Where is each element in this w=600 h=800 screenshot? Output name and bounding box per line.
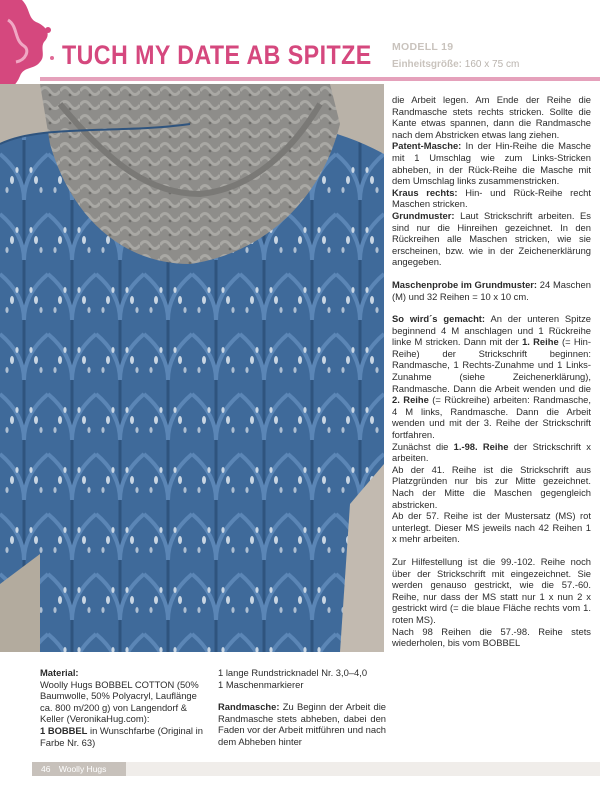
term-reihe-1-98: 1.-98. Reihe [453,440,509,452]
page-title: TUCH MY DATE AB SPITZE [62,40,372,70]
paragraph-patent [392,140,591,186]
text-zunaechst-b: der Strickschrift x arbeiten. [392,440,591,464]
material-text: Woolly Hugs BOBBEL COTTON (50% Baumwolle, 50% Polyacryl, Lauflänge ca. 800 m/200 g) von Langendorf & Keller (VeronikaHug.com): [40,678,199,725]
term-grundmuster: Grundmuster: [392,209,455,221]
paragraph-zunaechst [392,441,591,464]
model-number: MODELL 19 [392,41,454,53]
paragraph-ab-57: Ab der 57. Reihe ist der Mustersatz (MS) rot unterlegt. Dieser MS jeweils nach 42 Reihen 1 x mehr arbeiten. [392,510,591,545]
text-zunaechst-a: Zunächst die [392,440,454,452]
paragraph-so-wirds-gemacht [392,313,591,441]
paragraph-nach-98: Nach 98 Reihen die 57.-98. Reihe stets wiederholen, bis vom BOBBEL [392,625,591,649]
paragraph-maschenprobe [392,279,591,302]
footer-page-label [32,762,126,776]
text-grundmuster: Laut Strickschrift arbeiten. Es sind nur die Hinreihen gezeichnet. In den Rückreihen alle Maschen stricken, wie sie erscheinen, bzw. wie in der Zeichenerklärung angegeben. [392,209,591,268]
text-kraus: Hin- und Rück-Reihe recht Maschen stricken. [392,186,591,210]
term-bobbel: 1 BOBBEL [40,724,88,736]
instructions-column [392,94,591,649]
photo-illustration [0,84,384,652]
text-so-wirds-1: An der unteren Spitze beginnend 4 M anschlagen und 1 Rückreihe linke M stricken. Dann mit der [392,313,591,348]
paragraph-kraus [392,187,591,210]
material-bobbel [40,725,206,748]
size-line [392,59,592,70]
paragraph-ab-41: Ab der 41. Reihe ist die Strickschrift aus Platzgründen nur bis zur Mitte gezeichnet. Nach der Mitte die Maschen gegengleich abstricken. [392,463,591,510]
term-reihe-1: 1. Reihe [522,336,559,348]
text-so-wirds-2: (= Hin-Reihe) der Strickschrift beginnen: Randmasche, 1 Rechts-Zunahme und 1 Links-Zunahme (siehe Zeichenerklärung), Randmasche. Dann die Arbeit wenden und die [392,336,592,394]
spacer [218,690,386,701]
text-patent: In der Hin-Reihe die Masche mit 1 Umschlag wie zum Links-Stricken abheben, in der Rück-Reihe die Masche mit dem Umschlag links zusammenstricken. [392,140,591,187]
tool-needle: 1 lange Rundstricknadel Nr. 3,0–4,0 [218,667,368,678]
tool-marker: 1 Maschenmarkierer [218,678,304,690]
model-info [392,41,592,70]
size-label: Einheitsgröße: [392,59,463,70]
paragraph-hilfestellung: Zur Hilfestellung ist die 99.-102. Reihe noch über der Strickschrift mit eingezeichnet. Sie werden genauso gestrickt, wie die 57.-60. Reihe, nur dass der MS statt nur 1 x nun 2 x gestrickt wird (= die blaue Fläche rechts vom 1. roten MS). [392,555,591,625]
magazine-name: Woolly Hugs [58,764,107,774]
paragraph-grundmuster [392,210,591,268]
spacer [392,268,591,279]
text-so-wirds-3: (= Rückreihe) arbeiten: Randmasche, 4 M links, Randmasche. Dann die Arbeit wenden und mit der 3. Reihe der Strickschrift fortfahren. [392,394,591,441]
term-randmasche: Randmasche: [218,701,280,713]
material-heading: Material: [40,667,79,678]
spacer [392,302,591,313]
header-divider [40,77,600,81]
watermark-text: PassionForum.ru [503,779,594,792]
term-reihe-2: 2. Reihe [392,394,429,406]
term-so-wirds: So wird´s gemacht: [392,313,486,325]
text-randmasche: Zu Beginn der Arbeit die Randmasche stets abheben, dabei den Faden vor der Arbeit mitführen und nach dem Abheben hinter [218,701,386,747]
paragraph-randmasche [218,701,386,747]
term-maschenprobe: Maschenprobe im Grundmuster: [392,278,538,290]
term-kraus: Kraus rechts: [392,186,458,198]
material-section [40,667,206,748]
text-bobbel: in Wunschfarbe (Original in Farbe Nr. 63) [40,724,203,748]
page-number: 46 [41,764,51,774]
knitted-shawl-photo [0,84,384,652]
paragraph-continuation: die Arbeit legen. Am Ende der Reihe die Randmasche stets rechts stricken. Sollte die Kante etwas spannen, dann die Randmasche nach dem Abstricken etwas lang ziehen. [392,94,591,140]
size-value: 160 x 75 cm [464,59,520,70]
text-maschenprobe: 24 Maschen (M) und 32 Reihen = 10 x 10 cm. [392,278,591,302]
term-patent: Patent-Masche: [392,140,462,152]
tools-section [218,667,386,748]
spacer [392,545,591,556]
